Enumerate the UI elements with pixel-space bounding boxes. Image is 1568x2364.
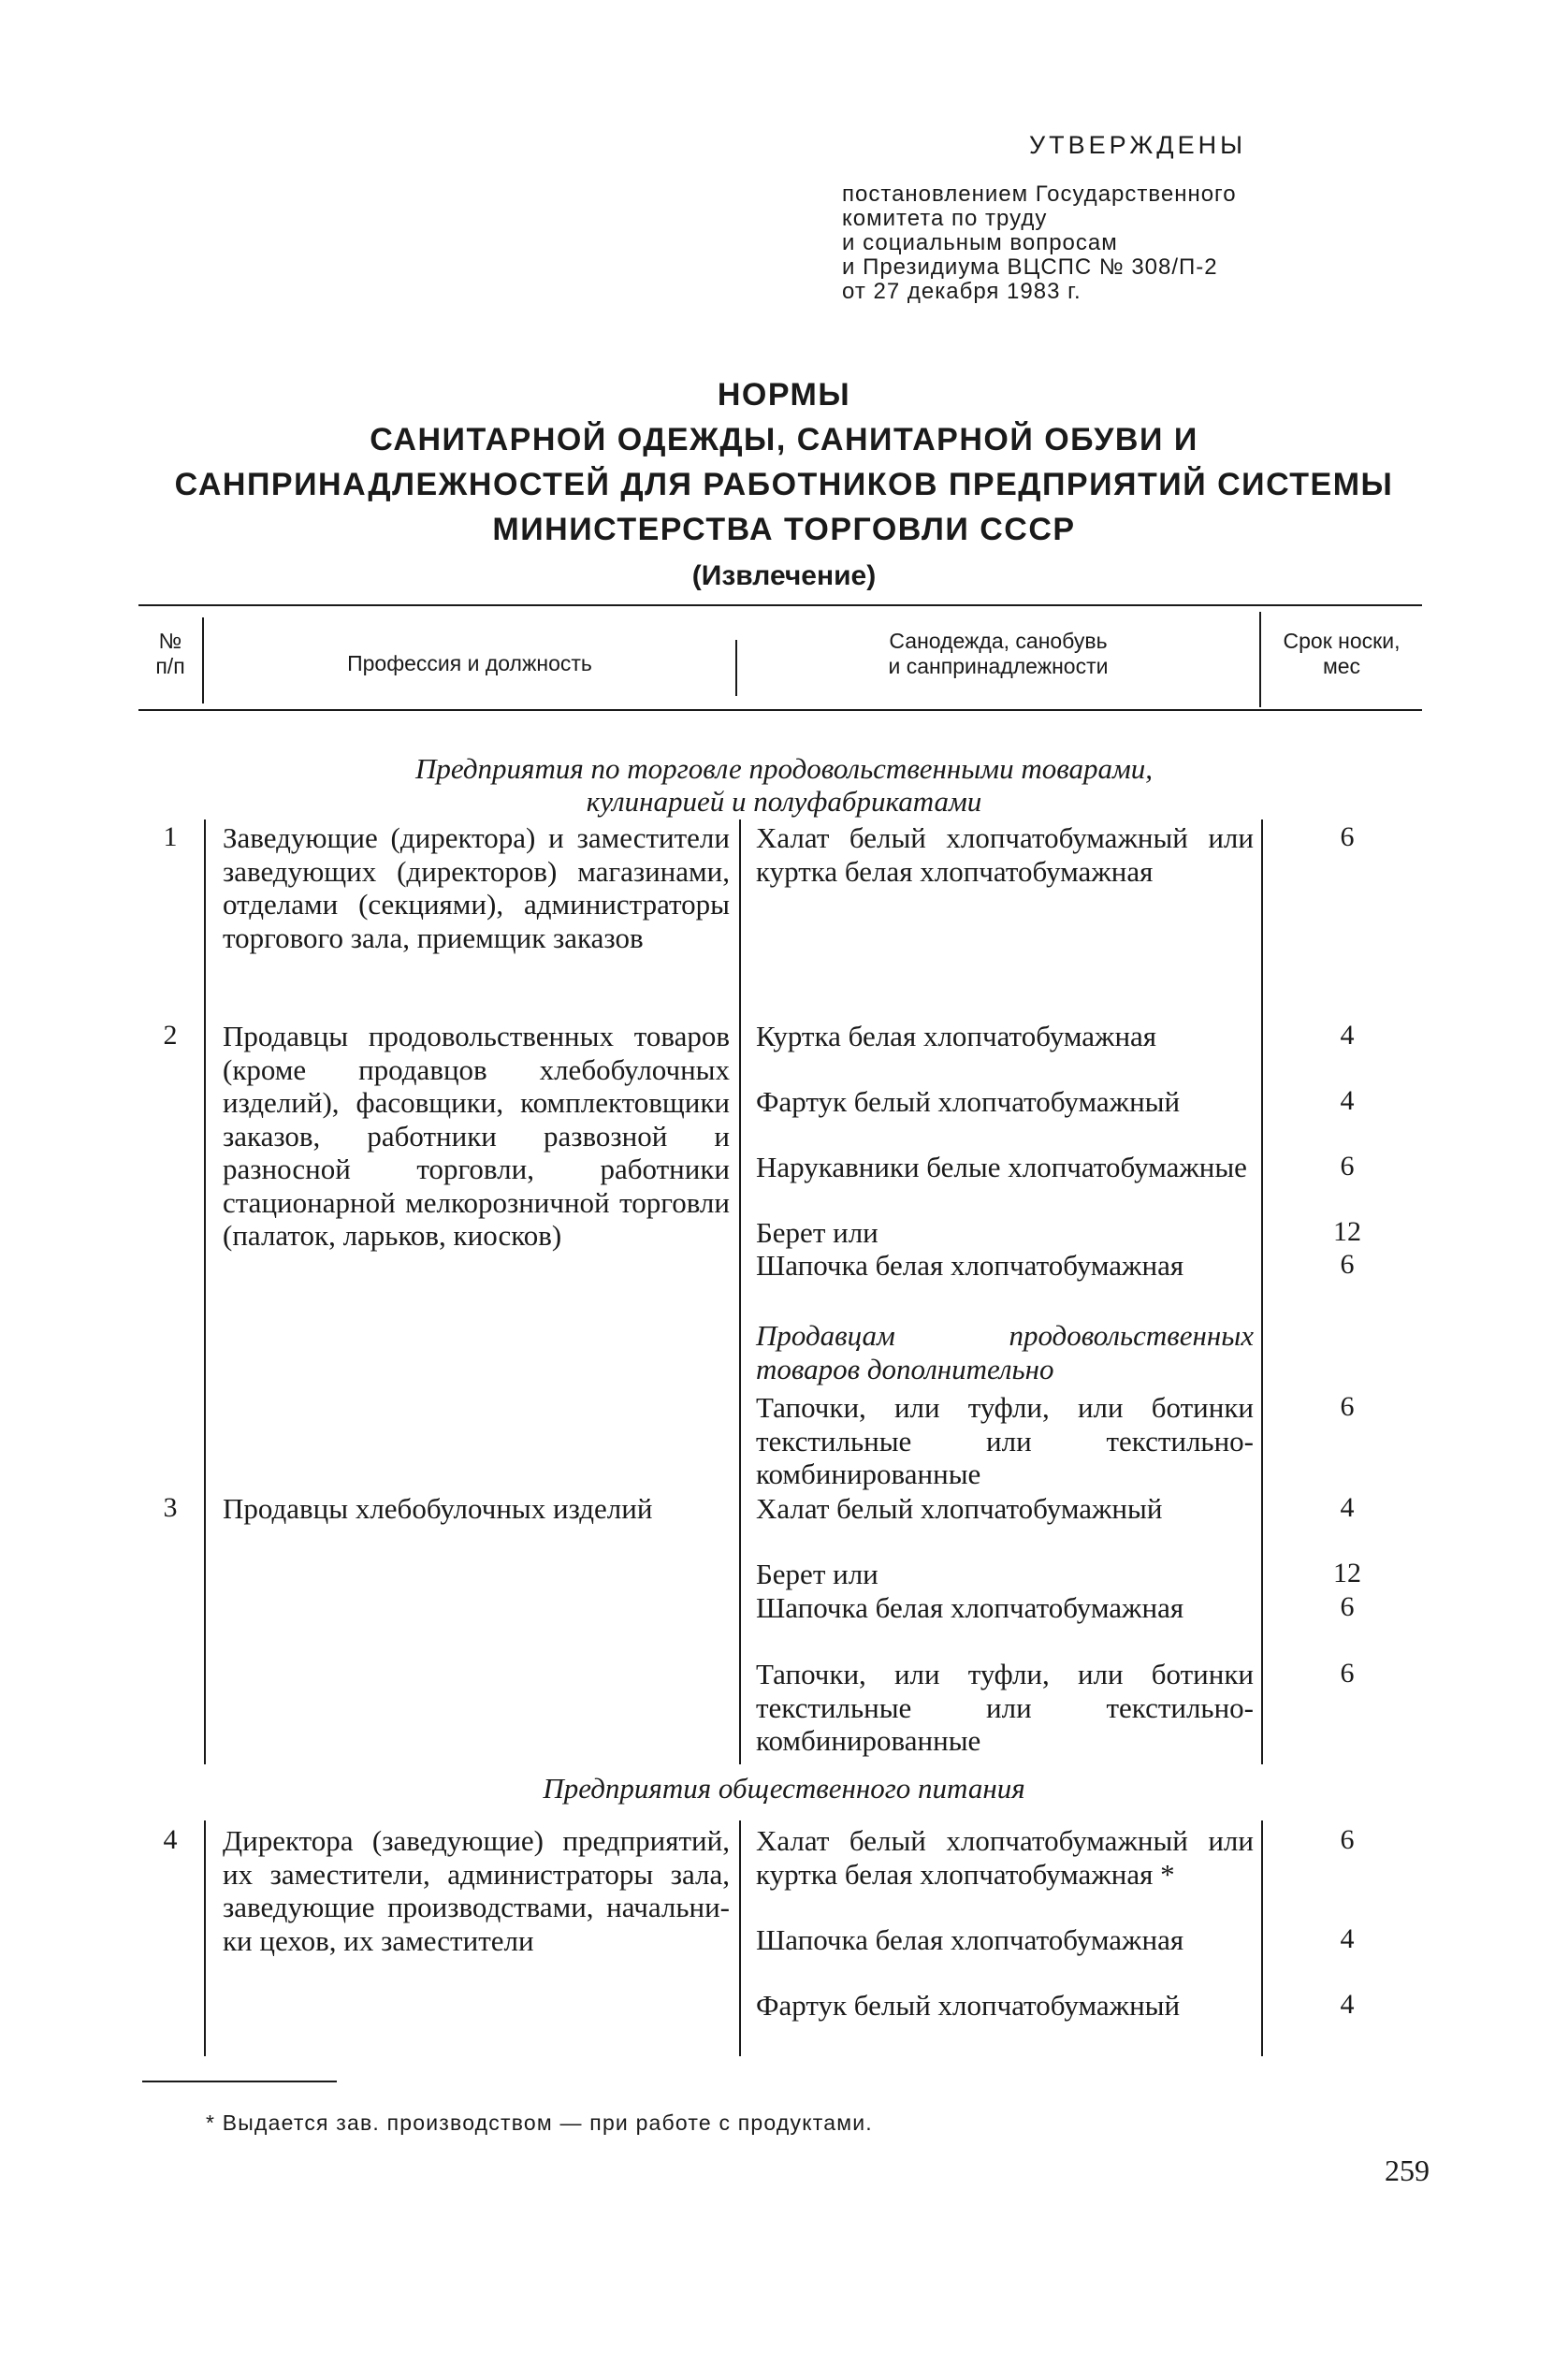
row-item: Тапочки, или туфли, или ботинки текстильные или текстильно-комбинированные	[756, 1658, 1254, 1757]
approval-line: постановлением Государственного	[842, 181, 1237, 207]
header-term-line: мес	[1322, 654, 1361, 678]
row-profession: Продавцы продовольственных товаров (кроме продавцов хлебобулочных изделий), фасовщики, комплектовщики заказов, работники развозной и разносной торговли, работники стационарной мелкорозничной торговли (палаток, ларьков, киосков)	[223, 1020, 730, 1252]
header-clothing-line: Санодежда, санобувь	[889, 629, 1108, 653]
document-title	[0, 372, 1568, 599]
row-item: Халат белый хлопчатобумажный или куртка белая хлопчатобумажная	[756, 821, 1254, 888]
header-term-line: Срок носки,	[1283, 629, 1401, 653]
approval-line: и социальным вопросам	[842, 230, 1118, 255]
column-rule	[204, 1820, 206, 2056]
row-item-note: Продавцам продовольственных товаров дополнительно	[756, 1319, 1254, 1385]
title-subtitle: (Извлечение)	[691, 560, 877, 591]
row-item: Берет или	[756, 1558, 878, 1590]
row-profession: Директора (заведующие) предприятий, их заместители, администраторы зала, заведующие производствами, начальники цехов, их заместители	[223, 1824, 730, 1957]
row-term: 6	[1340, 1824, 1355, 1855]
section-title	[0, 1772, 1568, 1805]
row-item: Тапочки, или туфли, или ботинки текстильные или текстильно-комбинированные	[756, 1391, 1254, 1490]
row-item: Нарукавники белые хлопчатобумажные	[756, 1151, 1247, 1183]
row-term: 6	[1340, 1591, 1355, 1622]
approval-heading: УТВЕРЖДЕНЫ	[1029, 131, 1246, 159]
row-item: Берет или	[756, 1216, 878, 1249]
row-item: Халат белый хлопчатобумажный	[756, 1492, 1163, 1525]
section-title-line: Предприятия по торговле продовольственными товарами,	[415, 752, 1153, 785]
header-profession: Профессия и должность	[347, 651, 592, 675]
row-item: Куртка белая хлопчатобумажная	[756, 1020, 1157, 1052]
section-title	[0, 752, 1568, 818]
column-rule	[204, 819, 206, 1764]
row-term: 4	[1340, 1085, 1355, 1116]
header-clothing	[737, 629, 1259, 679]
row-term: 4	[1340, 1989, 1355, 2020]
section-title-line: кулинарией и полуфабрикатами	[586, 785, 982, 818]
row-term: 4	[1340, 1492, 1355, 1523]
title-line: МИНИСТЕРСТВА ТОРГОВЛИ СССР	[492, 512, 1076, 547]
row-term: 4	[1340, 1020, 1355, 1051]
row-term: 6	[1340, 821, 1355, 852]
header-clothing-line: и санпринадлежности	[888, 654, 1109, 678]
row-term: 12	[1333, 1216, 1361, 1247]
row-profession: Заведующие (директора) и заместители заведующих (директоров) магазинами, отделами (секциями), администраторы торгового зала, приемщик заказов	[223, 821, 730, 954]
header-number-line: п/п	[155, 654, 185, 678]
table-top-rule	[138, 604, 1422, 606]
row-term: 4	[1340, 1923, 1355, 1954]
table-header-rule	[138, 709, 1422, 711]
row-item: Шапочка белая хлопчатобумажная	[756, 1249, 1184, 1282]
row-term: 6	[1340, 1151, 1355, 1182]
row-term: 12	[1333, 1558, 1361, 1588]
row-number: 3	[163, 1492, 178, 1523]
title-line: САНПРИНАДЛЕЖНОСТЕЙ ДЛЯ РАБОТНИКОВ ПРЕДПРИЯТИЙ СИСТЕМЫ	[174, 467, 1394, 502]
column-rule	[739, 1820, 741, 2056]
row-item: Шапочка белая хлопчатобумажная	[756, 1923, 1184, 1956]
column-rule	[739, 819, 741, 1764]
row-item: Фартук белый хлопчатобумажный	[756, 1989, 1181, 2022]
column-rule	[1261, 819, 1263, 1764]
row-term: 6	[1340, 1658, 1355, 1689]
row-term: 6	[1340, 1391, 1355, 1422]
title-line: САНИТАРНОЙ ОДЕЖДЫ, САНИТАРНОЙ ОБУВИ И	[370, 422, 1198, 457]
page-number: 259	[1385, 2154, 1430, 2187]
row-number: 2	[163, 1020, 178, 1051]
footnote: * Выдается зав. производством — при работе с продуктами.	[206, 2110, 873, 2135]
header-number	[138, 629, 202, 679]
approval-line: и Президиума ВЦСПС № 308/П-2	[842, 254, 1218, 280]
approval-line: от 27 декабря 1983 г.	[842, 279, 1082, 304]
section-title-line: Предприятия общественного питания	[543, 1772, 1025, 1805]
row-item: Шапочка белая хлопчатобумажная	[756, 1591, 1184, 1624]
row-number: 1	[163, 821, 178, 852]
column-rule	[1261, 1820, 1263, 2056]
row-number: 4	[163, 1824, 178, 1855]
row-term: 6	[1340, 1249, 1355, 1280]
header-number-line: №	[158, 629, 182, 653]
approval-block	[842, 131, 1366, 304]
header-term	[1261, 629, 1422, 679]
title-line: НОРМЫ	[717, 377, 851, 413]
row-item: Фартук белый хлопчатобумажный	[756, 1085, 1181, 1118]
approval-line: комитета по труду	[842, 206, 1048, 231]
row-profession: Продавцы хлебобулочных изделий	[223, 1492, 653, 1525]
row-item: Халат белый хлопчатобумажный или куртка белая хлопчатобумажная *	[756, 1824, 1254, 1891]
footnote-rule	[142, 2081, 337, 2082]
